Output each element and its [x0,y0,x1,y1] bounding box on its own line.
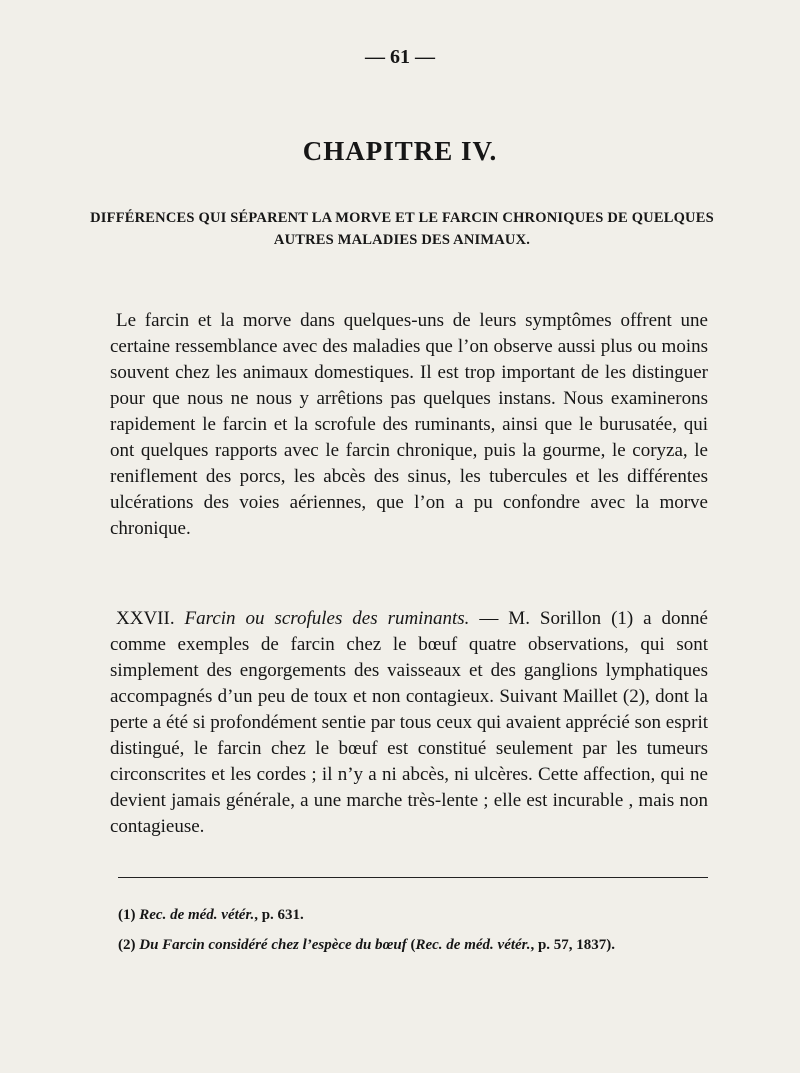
footnote-text: , p. 57, 1837). [530,937,616,953]
footnote [118,907,718,924]
footnote-text: ( [406,937,416,953]
footnote-divider [118,877,708,878]
footnote-marker: (1) [118,907,136,923]
footnote [118,937,718,954]
section-paragraph [110,606,708,840]
section-heading: XXVII. [116,608,175,629]
footnote-title: Du Farcin considéré chez l’espèce du bœuf [139,937,407,953]
chapter-subtitle: DIFFÉRENCES QUI SÉPARENT LA MORVE ET LE FARCIN CHRONIQUES DE QUELQUES AUTRES MALADIES DES ANIMAUX. [90,210,714,248]
footnote-text: , p. 631. [254,907,304,923]
chapter-title: CHAPITRE IV. [302,136,498,166]
footnote-citation: Rec. de méd. vétér. [139,907,255,923]
section-italic-title: Farcin ou scrofules des ruminants. [184,608,470,629]
intro-paragraph: Le farcin et la morve dans quelques-uns de leurs symptômes offrent une certaine ressemblance avec des maladies que l’on observe aussi plus ou moins souvent chez les animaux domestiques. Il est trop important de les distinguer pour que nous ne nous y arrêtions pas quelques instans. Nous examinerons rapidement le farcin et la scrofule des ruminants, ainsi que le burusatée, qui ont quelques rapports avec le farcin chronique, puis la gourme, le coryza, le reniflement des porcs, les abcès des sinus, les tubercules et les différentes ulcérations des voies aériennes, que l’on a pu confondre avec la morve chronique. [110,310,708,539]
footnote-citation: Rec. de méd. vétér. [415,937,531,953]
footnote-marker: (2) [118,937,136,953]
section-text: — M. Sorillon (1) a donné comme exemples de farcin chez le bœuf quatre observations, qui sont simplement des engorgements des vaisseaux et des ganglions lymphatiques accompagnés d’un peu de toux et non contagieux. Suivant Maillet (2), dont la perte a été si profondément sentie par tous ceux qui avaient apprécié son esprit distingué, le farcin chez le bœuf est constitué seulement par les tumeurs circonscrites et les cordes ; il n’y a ni abcès, ni ulcères. Cette affection, qui ne devient jamais générale, a une marche très-lente ; elle est incurable , mais non contagieuse. [110,608,708,837]
page-number: — 61 — [365,46,435,68]
